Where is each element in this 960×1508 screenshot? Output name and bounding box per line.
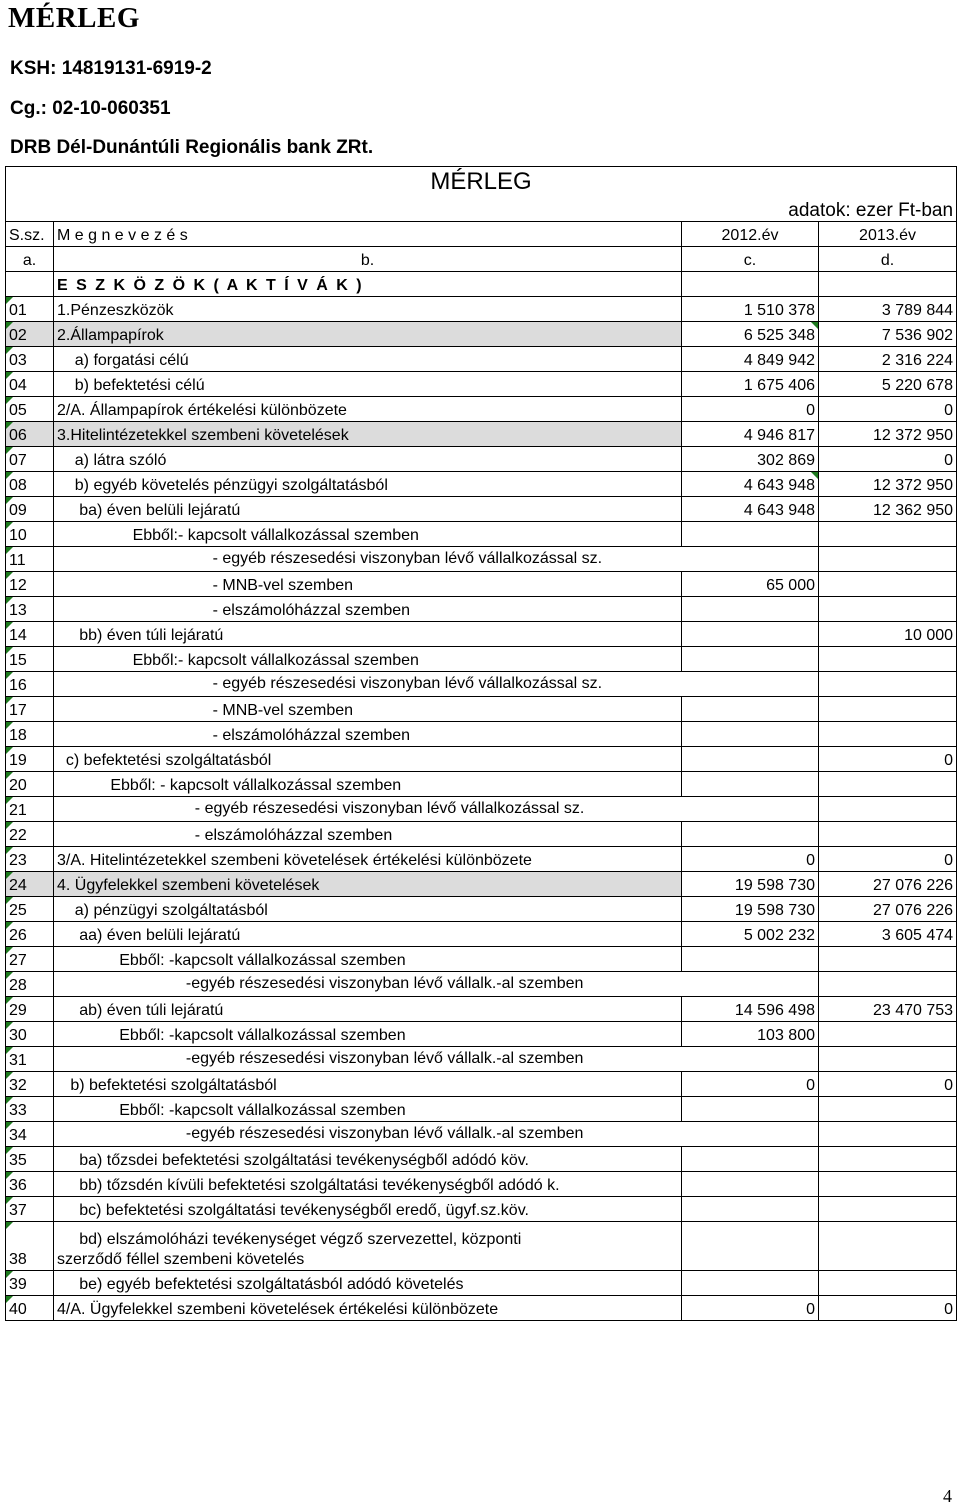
table-row (6, 347, 957, 372)
value-2013 (819, 1022, 957, 1047)
row-name: b) befektetési célú (54, 372, 682, 397)
row-code: 06 (6, 422, 54, 447)
balance-sheet-table (5, 166, 957, 1321)
value-2013: 27 076 226 (819, 872, 957, 897)
table-row (6, 922, 957, 947)
table-row (6, 1172, 957, 1197)
row-code: 39 (6, 1271, 54, 1296)
row-name-line-2: szerződő féllel szembeni követelés (57, 1251, 305, 1268)
row-name: - elszámolóházzal szemben (54, 597, 682, 622)
value-2013: 23 470 753 (819, 997, 957, 1022)
column-letter-row (6, 247, 957, 272)
row-name (54, 797, 682, 822)
header-code: S.sz. (6, 222, 54, 247)
row-name: - elszámolóházzal szemben (54, 822, 682, 847)
value-2012 (682, 1122, 819, 1147)
value-2013 (819, 1271, 957, 1296)
value-2013: 0 (819, 447, 957, 472)
value-2013 (819, 572, 957, 597)
row-name: 2/A. Állampapírok értékelési különbözete (54, 397, 682, 422)
table-row (6, 1022, 957, 1047)
row-name: - MNB-vel szemben (54, 572, 682, 597)
row-code: 20 (6, 772, 54, 797)
table-row (6, 947, 957, 972)
row-name (54, 672, 682, 697)
table-row (6, 472, 957, 497)
row-name: - MNB-vel szemben (54, 697, 682, 722)
value-2012: 0 (682, 397, 819, 422)
value-2012 (682, 1271, 819, 1296)
row-code: 33 (6, 1097, 54, 1122)
value-2013 (819, 1122, 957, 1147)
section-d-empty (819, 272, 957, 297)
row-code: 25 (6, 897, 54, 922)
value-2013: 0 (819, 397, 957, 422)
row-name-line-1: bd) elszámolóházi tevékenységet végző szervezettel, központi (57, 1231, 522, 1248)
value-2012: 14 596 498 (682, 997, 819, 1022)
value-2012: 0 (682, 847, 819, 872)
row-name: 4. Ügyfelekkel szembeni követelések (54, 872, 682, 897)
table-row (6, 997, 957, 1022)
row-name (54, 1222, 682, 1271)
row-code: 09 (6, 497, 54, 522)
row-code: 26 (6, 922, 54, 947)
value-2012 (682, 722, 819, 747)
table-row (6, 797, 957, 822)
value-2012: 4 643 948 (682, 472, 819, 497)
row-name: Ebből: - kapcsolt vállalkozással szemben (54, 772, 682, 797)
value-2013: 0 (819, 747, 957, 772)
table-row (6, 297, 957, 322)
table-row (6, 572, 957, 597)
row-name: a) forgatási célú (54, 347, 682, 372)
row-name: a) látra szóló (54, 447, 682, 472)
table-row (6, 522, 957, 547)
table-title-row (6, 167, 957, 198)
row-name: 2.Állampapírok (54, 322, 682, 347)
value-2013: 10 000 (819, 622, 957, 647)
row-name: c) befektetési szolgáltatásból (54, 747, 682, 772)
table-row (6, 422, 957, 447)
row-code: 12 (6, 572, 54, 597)
table-row (6, 897, 957, 922)
row-name-text: - egyéb részesedési viszonyban lévő vállalkozással sz. (57, 800, 585, 817)
table-row (6, 772, 957, 797)
table-row (6, 1122, 957, 1147)
row-code: 18 (6, 722, 54, 747)
row-name: 3.Hitelintézetekkel szembeni követelések (54, 422, 682, 447)
row-code: 21 (6, 797, 54, 822)
value-2013: 0 (819, 1296, 957, 1321)
table-row (6, 547, 957, 572)
row-name: Ebből: -kapcsolt vállalkozással szemben (54, 1097, 682, 1122)
table-row (6, 822, 957, 847)
value-2012 (682, 547, 819, 572)
table-row (6, 847, 957, 872)
value-2012: 6 525 348 (682, 322, 819, 347)
value-2012 (682, 947, 819, 972)
row-code: 16 (6, 672, 54, 697)
value-2013 (819, 972, 957, 997)
table-row (6, 1222, 957, 1271)
row-name-text: -egyéb részesedési viszonyban lévő vállalk.-al szemben (57, 975, 584, 992)
section-title: E S Z K Ö Z Ö K ( A K T Í V Á K ) (54, 272, 682, 297)
value-2013 (819, 697, 957, 722)
value-2013 (819, 1047, 957, 1072)
document-title: MÉRLEG (8, 2, 140, 34)
row-code: 03 (6, 347, 54, 372)
header-2012: 2012.év (682, 222, 819, 247)
table-row (6, 1197, 957, 1222)
row-name: bc) befektetési szolgáltatási tevékenységből eredő, ügyf.sz.köv. (54, 1197, 682, 1222)
row-code: 02 (6, 322, 54, 347)
row-code: 40 (6, 1296, 54, 1321)
value-2013: 12 362 950 (819, 497, 957, 522)
row-name-text: - egyéb részesedési viszonyban lévő vállalkozással sz. (57, 550, 603, 567)
value-2012 (682, 597, 819, 622)
row-code: 04 (6, 372, 54, 397)
value-2013: 5 220 678 (819, 372, 957, 397)
value-2012 (682, 1097, 819, 1122)
row-code: 27 (6, 947, 54, 972)
row-name (54, 1122, 682, 1147)
value-2012: 1 510 378 (682, 297, 819, 322)
value-2012: 302 869 (682, 447, 819, 472)
page-number: 4 (943, 1486, 952, 1506)
value-2013 (819, 722, 957, 747)
value-2012: 4 946 817 (682, 422, 819, 447)
section-c-empty (682, 272, 819, 297)
table-row (6, 1097, 957, 1122)
value-2013 (819, 672, 957, 697)
value-2012: 103 800 (682, 1022, 819, 1047)
row-code: 17 (6, 697, 54, 722)
row-code: 22 (6, 822, 54, 847)
value-2012 (682, 797, 819, 822)
value-2013 (819, 797, 957, 822)
value-2013 (819, 772, 957, 797)
row-code: 13 (6, 597, 54, 622)
value-2013: 3 789 844 (819, 297, 957, 322)
row-name: ab) éven túli lejáratú (54, 997, 682, 1022)
company-registration-number: Cg.: 02-10-060351 (10, 98, 171, 119)
row-code: 10 (6, 522, 54, 547)
value-2012 (682, 1147, 819, 1172)
value-2012 (682, 1197, 819, 1222)
row-code: 34 (6, 1122, 54, 1147)
table-row (6, 447, 957, 472)
table-row (6, 747, 957, 772)
value-2012 (682, 772, 819, 797)
value-2013: 27 076 226 (819, 897, 957, 922)
value-2013: 3 605 474 (819, 922, 957, 947)
value-2012 (682, 522, 819, 547)
table-row (6, 322, 957, 347)
row-name: bb) éven túli lejáratú (54, 622, 682, 647)
row-code: 35 (6, 1147, 54, 1172)
table-row (6, 722, 957, 747)
section-code-empty (6, 272, 54, 297)
value-2013 (819, 547, 957, 572)
row-name (54, 547, 682, 572)
row-name: aa) éven belüli lejáratú (54, 922, 682, 947)
row-name (54, 972, 682, 997)
value-2013: 2 316 224 (819, 347, 957, 372)
value-2012: 1 675 406 (682, 372, 819, 397)
value-2013 (819, 1222, 957, 1271)
row-name-text: -egyéb részesedési viszonyban lévő vállalk.-al szemben (57, 1125, 584, 1142)
row-code: 15 (6, 647, 54, 672)
value-2012 (682, 622, 819, 647)
value-2013 (819, 647, 957, 672)
column-header-row (6, 222, 957, 247)
row-name: 3/A. Hitelintézetekkel szembeni követelések értékelési különbözete (54, 847, 682, 872)
row-code: 19 (6, 747, 54, 772)
table-row (6, 597, 957, 622)
value-2012: 4 643 948 (682, 497, 819, 522)
value-2012 (682, 672, 819, 697)
row-code: 24 (6, 872, 54, 897)
row-name: be) egyéb befektetési szolgáltatásból adódó követelés (54, 1271, 682, 1296)
header-name: M e g n e v e z é s (54, 222, 682, 247)
value-2013 (819, 1172, 957, 1197)
row-code: 14 (6, 622, 54, 647)
value-2013 (819, 947, 957, 972)
table-row (6, 397, 957, 422)
table-row (6, 1072, 957, 1097)
value-2013 (819, 1147, 957, 1172)
row-name: - elszámolóházzal szemben (54, 722, 682, 747)
value-2013 (819, 822, 957, 847)
row-code: 36 (6, 1172, 54, 1197)
row-name: 4/A. Ügyfelekkel szembeni követelések értékelési különbözete (54, 1296, 682, 1321)
row-name: 1.Pénzeszközök (54, 297, 682, 322)
row-code: 38 (6, 1222, 54, 1271)
table-row (6, 497, 957, 522)
value-2013: 0 (819, 1072, 957, 1097)
value-2012: 0 (682, 1296, 819, 1321)
value-2012: 0 (682, 1072, 819, 1097)
table-row (6, 697, 957, 722)
value-2012: 4 849 942 (682, 347, 819, 372)
value-2013 (819, 1197, 957, 1222)
value-2012 (682, 697, 819, 722)
table-row (6, 872, 957, 897)
value-2012: 19 598 730 (682, 897, 819, 922)
row-code: 31 (6, 1047, 54, 1072)
row-code: 07 (6, 447, 54, 472)
table-row (6, 672, 957, 697)
row-code: 08 (6, 472, 54, 497)
ksh-number: KSH: 14819131-6919-2 (10, 58, 212, 79)
letter-d: d. (819, 247, 957, 272)
letter-b: b. (54, 247, 682, 272)
row-name: ba) tőzsdei befektetési szolgáltatási tevékenységből adódó köv. (54, 1147, 682, 1172)
row-name: Ebből: -kapcsolt vállalkozással szemben (54, 1022, 682, 1047)
units-row (6, 197, 957, 222)
row-code: 28 (6, 972, 54, 997)
row-name: Ebből:- kapcsolt vállalkozással szemben (54, 522, 682, 547)
table-row (6, 1271, 957, 1296)
value-2012: 65 000 (682, 572, 819, 597)
value-2012 (682, 1172, 819, 1197)
table-row (6, 647, 957, 672)
row-code: 11 (6, 547, 54, 572)
table-row (6, 1047, 957, 1072)
row-name: ba) éven belüli lejáratú (54, 497, 682, 522)
value-2013 (819, 597, 957, 622)
table-row (6, 1296, 957, 1321)
value-2013 (819, 522, 957, 547)
row-name: bb) tőzsdén kívüli befektetési szolgáltatási tevékenységből adódó k. (54, 1172, 682, 1197)
row-name: b) befektetési szolgáltatásból (54, 1072, 682, 1097)
letter-c: c. (682, 247, 819, 272)
table-row (6, 372, 957, 397)
value-2013: 0 (819, 847, 957, 872)
row-code: 30 (6, 1022, 54, 1047)
value-2012: 5 002 232 (682, 922, 819, 947)
row-name-text: -egyéb részesedési viszonyban lévő vállalk.-al szemben (57, 1050, 584, 1067)
row-code: 01 (6, 297, 54, 322)
row-code: 23 (6, 847, 54, 872)
value-2012 (682, 1222, 819, 1271)
units-note: adatok: ezer Ft-ban (6, 197, 957, 222)
value-2012 (682, 747, 819, 772)
row-name: Ebből:- kapcsolt vállalkozással szemben (54, 647, 682, 672)
row-code: 37 (6, 1197, 54, 1222)
value-2013 (819, 1097, 957, 1122)
section-row (6, 272, 957, 297)
table-row (6, 622, 957, 647)
row-name-text: - egyéb részesedési viszonyban lévő vállalkozással sz. (57, 675, 603, 692)
letter-a: a. (6, 247, 54, 272)
value-2012: 19 598 730 (682, 872, 819, 897)
value-2012 (682, 1047, 819, 1072)
value-2012 (682, 647, 819, 672)
table-row (6, 1147, 957, 1172)
value-2013: 7 536 902 (819, 322, 957, 347)
row-name: b) egyéb követelés pénzügyi szolgáltatásból (54, 472, 682, 497)
row-code: 29 (6, 997, 54, 1022)
value-2013: 12 372 950 (819, 472, 957, 497)
header-2013: 2013.év (819, 222, 957, 247)
row-code: 05 (6, 397, 54, 422)
row-name (54, 1047, 682, 1072)
row-name: a) pénzügyi szolgáltatásból (54, 897, 682, 922)
row-code: 32 (6, 1072, 54, 1097)
table-row (6, 972, 957, 997)
value-2012 (682, 972, 819, 997)
table-title: MÉRLEG (6, 167, 957, 198)
row-name: Ebből: -kapcsolt vállalkozással szemben (54, 947, 682, 972)
value-2012 (682, 822, 819, 847)
value-2013: 12 372 950 (819, 422, 957, 447)
company-name: DRB Dél-Dunántúli Regionális bank ZRt. (10, 137, 374, 158)
